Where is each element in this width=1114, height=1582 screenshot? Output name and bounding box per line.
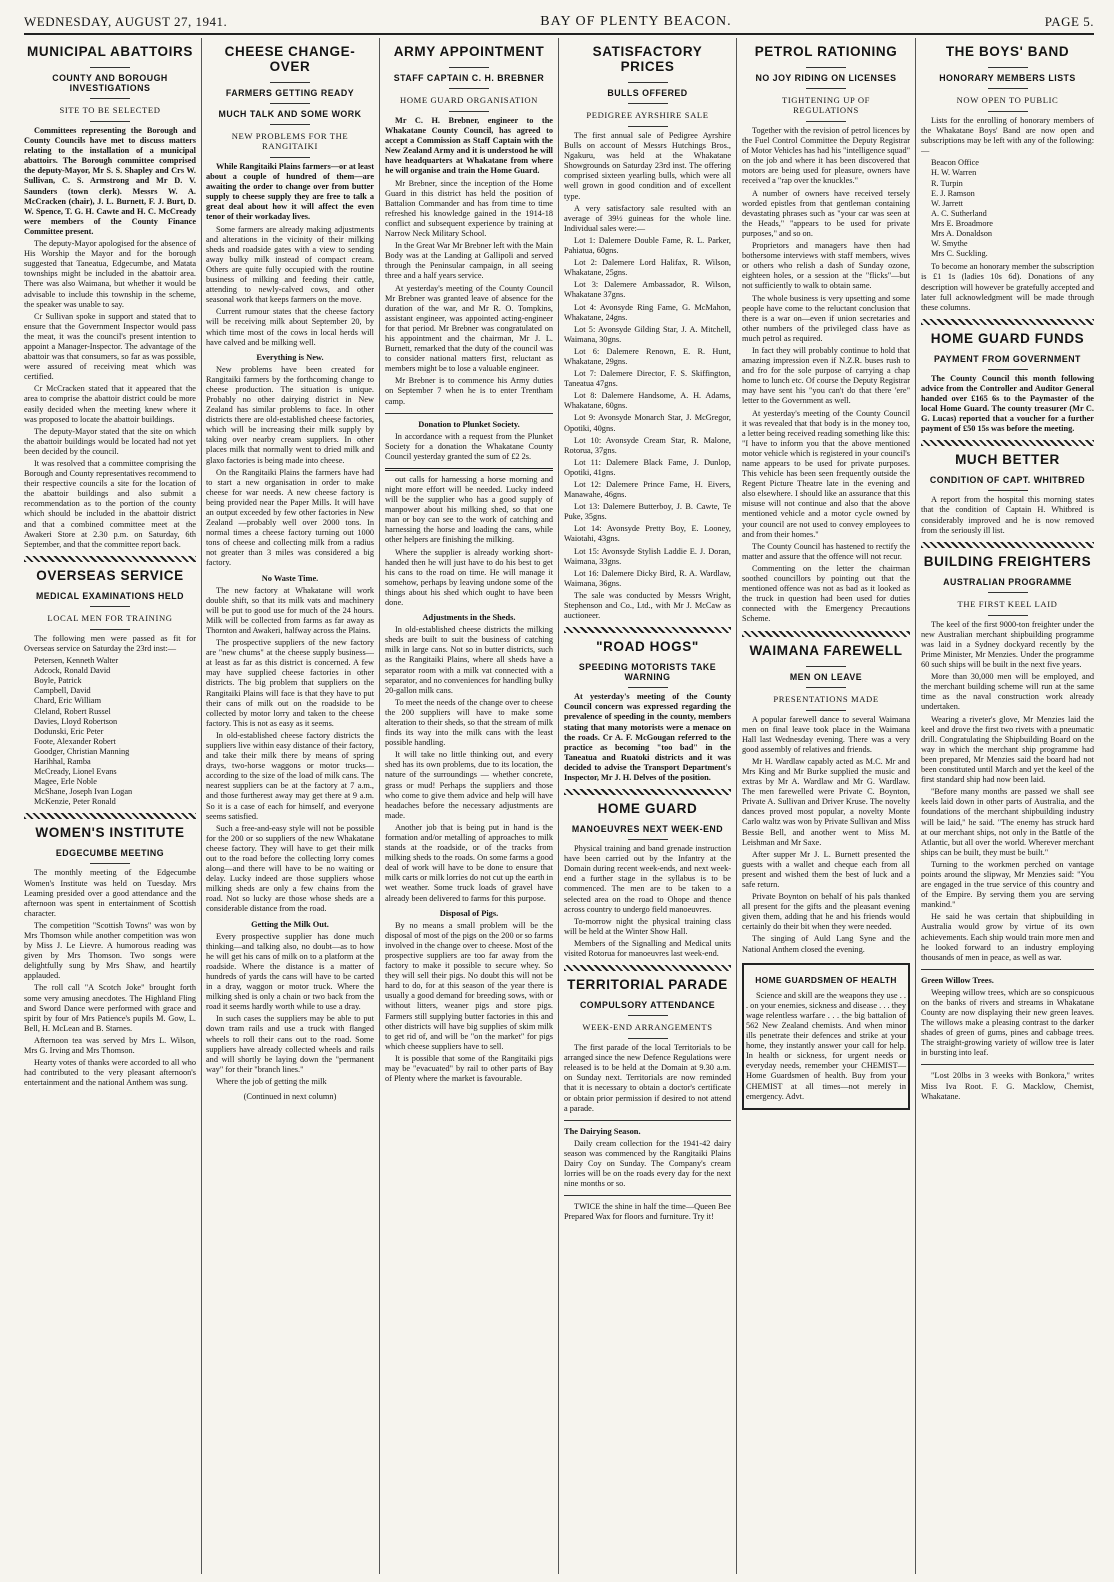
- paragraph: Wearing a riveter's glove, Mr Menzies laid the keel and drove the first two rivets with a pneumatic drill. Congratulating the Shipbuilding Board on the way in which the merchant ship programme had been prepared, Mr Menzies said the board had not been constituted until March and yet the keel of the first standard ship had now been laid.: [921, 714, 1094, 785]
- section-divider: [742, 631, 910, 637]
- headline: THE BOYS' BAND: [945, 44, 1070, 59]
- continued-note: (Continued in next column): [243, 1091, 337, 1101]
- paragraph: More than 30,000 men will be employed, and the merchant building scheme will run at the same time as the naval construction work already undertaken.: [921, 672, 1094, 712]
- subheadline: CONDITION OF CAPT. WHITBRED: [929, 475, 1086, 486]
- paragraph: In old-established cheese districts the milking sheds are built to suit the business of catching milk in large cans. Not so in butter districts, such as the Rangitaiki Plains, where all sheds have a separator room with a milk vat connected with a separator, and no conveniences for handling bulky 20-gallon milk cans.: [385, 625, 553, 695]
- list-item: McShane, Joseph Ivan Logan: [34, 787, 133, 797]
- paragraph: Some farmers are already making adjustments and alterations in the vicinity of their milking sheds and roadside gates with a view to sending away bulky milk instead of compact cream. Others are quite fully occupied with the routine business of milking and feeding their cattle, attending to newly-calved cows, and other seasonal work that keeps farmers on the move.: [206, 224, 374, 305]
- paragraph: The whole business is very upsetting and some people have come to the reluctant conclusion that there is a war on—even if union secretaries and other numbers of the privileged class have as much petrol as required.: [742, 293, 910, 343]
- list-item: Mrs A. Donaldson: [931, 229, 993, 239]
- subheadline: TIGHTENING UP OF REGULATIONS: [781, 95, 871, 115]
- article-home-guard: [564, 801, 731, 959]
- article-territorial-parade: [564, 977, 731, 1189]
- headline: MUNICIPAL ABATTOIRS: [27, 44, 193, 59]
- paragraph: The prospective suppliers of the new factory are "new chums" at the cheese supply business—at least as far as this district is concerned. A few may have supplied cheese factories in other districts. The big problem that suppliers on the Rangitaiki Plains will face is that they have to put their cans of milk out on the roadside to be collected by motor lorry and taken to the cheese factory. This is not as easy as it seems.: [206, 638, 374, 728]
- headline: WOMEN'S INSTITUTE: [35, 825, 185, 841]
- list-item: Lot 4: Avonsyde Ring Fame, G. McMahon, Whakatane, 24gns.: [564, 302, 731, 322]
- divider: [988, 490, 1028, 491]
- paragraph: The keel of the first 9000-ton freighter under the new Australian merchant shipbuilding programme was laid in a Sydney dockyard recently by the Prime Minister, Mr Menzies. Under the programme 60 such ships will be built in the next five years.: [921, 619, 1094, 670]
- list-item: Cleland, Robert Russel: [34, 706, 111, 716]
- list-item: Boyle, Patrick: [34, 676, 82, 686]
- side-heading: Green Willow Trees.: [921, 975, 994, 985]
- subheadline: PRESENTATIONS MADE: [773, 693, 879, 704]
- paragraph: Every prospective supplier has done much thinking—and talking also, no doubt—as to how he will get his cans of milk on to a platform at the roadside. Where the distance is a matter of hundreds of yards the cans will have to be carted in a dray, waggon or motor truck. Where the milking shed is only a chain or two back from the road it seems hardly worth while to use a dray.: [206, 931, 374, 1012]
- list-item: Mrs E. Broadmore: [931, 218, 993, 228]
- list-item: Mrs C. Suckling.: [931, 249, 988, 259]
- divider: [806, 121, 846, 122]
- paragraph: It is possible that some of the Rangitaiki pigs may be "evacuated" by rail to other parts of Bay of Plenty where the market is favourable.: [385, 1053, 553, 1084]
- list-item: R. Turpin: [931, 178, 963, 188]
- section-divider: [564, 627, 731, 633]
- divider: [449, 88, 489, 89]
- divider: [449, 111, 489, 112]
- article-municipal-abattoirs: [24, 44, 196, 550]
- divider: [988, 592, 1028, 593]
- divider: [270, 124, 310, 125]
- list-item: Dodunski, Eric Peter: [34, 726, 104, 736]
- divider: [806, 666, 846, 667]
- list-item: H. W. Warren: [931, 168, 977, 178]
- paragraph: The first parade of the local Territorials to be arranged since the new Defence Regulations were released is to be held at the Domain at 9.30 a.m. on Sunday next. Territorials are now reminded that it is necessary to obtain a doctor's certificate or obtain prior permission if desired to not attend a parade.: [564, 1043, 731, 1113]
- divider: [806, 710, 846, 711]
- list-item: Lot 1: Dalemere Double Fame, R. L. Parker, Pahiatua, 60gns.: [564, 235, 731, 256]
- paragraph: The following men were passed as fit for Overseas service on Saturday the 23rd inst:—: [24, 633, 196, 653]
- paragraph: Mr Brebner, since the inception of the Home Guard in this district has held the position of Battalion Commander and has from time to time refreshed his knowledge gained in the 1914-18 conflict and subsequent experience by training at Narrow Neck Military School.: [385, 178, 553, 239]
- subheadline: MEDICAL EXAMINATIONS HELD: [35, 590, 185, 601]
- subheadline: NOW OPEN TO PUBLIC: [956, 95, 1059, 105]
- article-womens-institute: [24, 825, 196, 1088]
- list-item: Magee, Erle Noble: [34, 777, 97, 787]
- paragraph: Another job that is being put in hand is the formation and/or metalling of approaches to milk stands at the roadside, or of the tracks from milking sheds to the roads. On some farms a good deal of work will have to be done to ensure that milk carts or milk lorries do not cut up the earth in wet weather. Some truck loads of gravel have already been delivered to farms for this purpose.: [385, 822, 553, 903]
- list-item: Chard, Eric William: [34, 696, 102, 706]
- paragraph: The sale was conducted by Messrs Wright, Stephenson and Co., Ltd., with Mr J. McCaw as auctioneer.: [564, 590, 731, 621]
- subheadline: PEDIGREE AYRSHIRE SALE: [586, 110, 709, 120]
- paragraph: At yesterday's meeting of the County Council it was revealed that that body is in the money too, a letter being received reading something like this: "I have to inform you that the above mentioned motor vehicle which is registered in your council's name appears to be used for private purposes. This vehicle has been seen frequently outside the Regent Picture Theatre late in the evening and also elsewhere. I should like an assurance that this misuse will not continue and also that the above mentioned vehicle and a motor cycle owned by your council are not used to convey employees to and from their homes.": [742, 408, 910, 539]
- paragraph: Such a free-and-easy style will not be possible for the 200 or so suppliers of the new Whakatane cheese factory. They will have to get their milk out to the road before the collecting lorry comes along—and there will have to be no waiting or delay. Lucky indeed are those suppliers whose milking sheds are only a few chains from the road. Not so lucky are those whose sheds are a considerable distance from the road.: [206, 823, 374, 914]
- article-cheese-continued: [385, 475, 553, 1084]
- lead-paragraph: While Rangitaiki Plains farmers—or at least about a couple of hundred of them—are awaiting the order to change over from butter supply to cheese supply they are free to talk a great deal about how it will affect the even tenor of their workaday lives.: [206, 162, 374, 222]
- section-divider: [921, 319, 1094, 325]
- list-item: Davies, Lloyd Robertson: [34, 716, 118, 726]
- paragraph: It will take no little thinking out, and every shed has its own problems, due to its location, the nature of the surroundings — whether concrete, grass or mud! Perhaps the suppliers and those who come to give them advice and help will have headaches before the necessary adjustments are made.: [385, 750, 553, 820]
- column-3: [385, 38, 553, 1574]
- paragraph: Mr Brebner is to commence his Army duties on September 7 when he is to enter Trentham camp.: [385, 376, 553, 406]
- paragraph: The County Council has hastened to rectify the matter and assure that the offence will not recur.: [742, 541, 910, 561]
- section-divider: [564, 789, 731, 795]
- headline: CHEESE CHANGE-OVER: [224, 44, 356, 74]
- paragraph: out calls for harnessing a horse morning and night more effort will be needed. Lucky indeed will be the supplier who has a good supply of manpower about his milking shed, so that one man or boy can see to the work of catching and harnessing the horse and loading the cans, while other helpers are finishing the milking.: [385, 474, 553, 545]
- list-item: Lot 6: Dalemere Renown, E. R. Hunt, Whakatane, 29gns.: [564, 346, 731, 366]
- headline: BUILDING FREIGHTERS: [923, 553, 1092, 569]
- paragraph: Science and skill are the weapons they use . . . on your enemies, sickness and disease . . . they wage relentless warfare . . . the big battalion of 562 New Zealand chemists. And when minor ills penetrate their defences and strike at your home, they instantly answer your call for help. In health or sickness, for urgent needs or everyday needs, remember your CHEMIST—Home Guardsmen of health. Buy from your CHEMIST at all times—not merely in emergency. Advt.: [746, 990, 906, 1101]
- paragraph: At yesterday's meeting of the County Council Mr Brebner was granted leave of absence for the duration of the war, and Mr R. O. Tompkins, assistant engineer, was appointed acting-engineer for that period. Mr Brebner was congratulated on his appointment and the chairman, Mr J. L. Burnett, remarked that the duty of the council was to consider national matters first, reluctant as members might be to lose a valuable engineer.: [385, 283, 553, 374]
- headline: "ROAD HOGS": [596, 639, 699, 655]
- headline: PETROL RATIONING: [754, 44, 898, 59]
- list-item: Lot 9: Avonsyde Monarch Star, J. McGregor, Opotiki, 40gns.: [564, 413, 731, 433]
- column-rule: [558, 38, 559, 1574]
- column-5: [742, 38, 910, 1574]
- divider: [90, 67, 130, 68]
- article-army-appointment: [385, 44, 553, 407]
- column-4: [564, 38, 731, 1574]
- subheadline: HONORARY MEMBERS LISTS: [939, 73, 1076, 83]
- masthead-date: WEDNESDAY, AUGUST 27, 1941.: [24, 14, 228, 29]
- lead-paragraph: The County Council this month following advice from the Controller and Auditor General handed over £165 6s to the Paymaster of the local Home Guard. The county treasurer (Mr C. G. Lucas) reported that a voucher for a further payment of £50 15s was before the meeting.: [921, 373, 1094, 434]
- side-heading: Donation to Plunket Society.: [418, 419, 520, 429]
- divider: [628, 103, 668, 104]
- headline: OVERSEAS SERVICE: [36, 567, 184, 583]
- subheadline: NO JOY RIDING ON LICENSES: [755, 73, 897, 83]
- divider: [564, 1120, 731, 1121]
- subheadline: MANOEUVRES NEXT WEEK-END: [571, 824, 724, 835]
- list-item: A. C. Sutherland: [931, 208, 987, 218]
- name-list: [921, 158, 1094, 259]
- article-overseas-service: [24, 568, 196, 808]
- column-2: [206, 38, 374, 1574]
- list-item: Harihhal, Ramba: [34, 756, 91, 766]
- side-heading: Everything is New.: [256, 352, 324, 362]
- divider: [988, 369, 1028, 370]
- paragraph: The singing of Auld Lang Syne and the National Anthem closed the evening.: [742, 934, 910, 954]
- subheadline: HOME GUARD ORGANISATION: [400, 95, 538, 105]
- subheadline: THE FIRST KEEL LAID: [957, 598, 1058, 609]
- paragraph: Members of the Signalling and Medical units visited Rotorua for manoeuvres last week-end.: [564, 938, 731, 958]
- paragraph: To become an honorary member the subscription is £1 1s (ladies 10s 6d). Donations of any description will however be gratefully accepted and later full acknowledgment will be made through these columns.: [921, 262, 1094, 312]
- list-item: Adcock, Ronald David: [34, 666, 111, 676]
- list-item: E. J. Ramson: [931, 188, 975, 198]
- advertisement: "Lost 20lbs in 3 weeks with Bonkora," writes Miss Iva Root. F. G. Macklow, Chemist, Whakatane.: [921, 1071, 1094, 1101]
- name-list: [24, 656, 196, 807]
- divider: [628, 82, 668, 83]
- paragraph: The deputy-Mayor stated that the site on which the abattoir buildings would be located had not yet been decided by the council.: [24, 426, 196, 456]
- article-road-hogs: [564, 639, 731, 783]
- paragraph: "Before many months are passed we shall see keels laid down in other parts of Australia, and the foundations of the merchant shipbuilding industry will be laid," he said. "The enemy has struck hard at our merchant ships, not only in the Battle of the Atlantic, but all over the world. Wherever merchant ships can be built, they must be built.": [921, 787, 1094, 857]
- article-plunket-donation: [385, 420, 553, 462]
- section-divider: [921, 440, 1094, 446]
- paragraph: After supper Mr J. L. Burnett presented the guests with a wallet and cheque each from all present and wished them the best of luck and a safe return.: [742, 849, 910, 889]
- list-item: Lot 16: Dalemere Dicky Bird, R. A. Wardlaw, Waimana, 36gns.: [564, 568, 731, 588]
- article-boys-band: [921, 44, 1094, 313]
- subheadline: BULLS OFFERED: [607, 88, 688, 98]
- paragraph: He said he was certain that shipbuilding in Australia would grow by virtue of its own achievements. Each ship would train more men and he looked forward to an industry employing thousands of men in peace, as well as war.: [921, 912, 1094, 962]
- headline: TERRITORIAL PARADE: [567, 977, 728, 993]
- lead-paragraph: Committees representing the Borough and County Councils have met to discuss matters relating to the installation of a municipal abattoirs. The Borough committee comprised the deputy-Mayor, Mr S. S. Shapley and Crs W. Sullivan, C. S. Armstrong and Mr D. V. Saunders (town clerk). Messrs W. A. McCracken (chair), J. L. Burnett, F. J. Burt, D. W. Spence, T. G. H. Cawte and H. C. McCready were members of the County Finance Committee present.: [24, 126, 196, 236]
- subheadline: STAFF CAPTAIN C. H. BREBNER: [393, 73, 545, 83]
- paragraph: It was resolved that a committee comprising the Borough and County representatives recommend to their respective councils a site for the location of the abattoir buildings and also submit a recommendation as to the portion of the county which should be included in the abattoir district and that a combined committee meet at the Awakeri Store at 2.30 p.m. on Saturday, 6th September, and that the committee report back.: [24, 459, 196, 549]
- paragraph: A very satisfactory sale resulted with an average of 39½ guineas for the whole line. Individual sales were:—: [564, 203, 731, 233]
- newspaper-page: [24, 38, 1094, 1574]
- paragraph: The monthly meeting of the Edgecumbe Women's Institute was held on Tuesday. Mrs Leaming presided over a good attendance and the afternoon was spent in entertainment of Scottish character.: [24, 868, 196, 918]
- list-item: Lot 7: Dalemere Director, F. S. Skiffington, Taneatua 47gns.: [564, 369, 731, 389]
- article-much-better: [921, 452, 1094, 535]
- list-item: Beacon Office: [931, 158, 979, 168]
- divider: [628, 687, 668, 688]
- divider: [385, 468, 553, 471]
- paragraph: Where the supplier is already working short-handed then he will just have to do his best to get his cans to the road on time. He will manage it somehow, perhaps by leaving undone some of the things about his shed which ought to have been done.: [385, 547, 553, 608]
- list-item: Campbell, David: [34, 686, 91, 696]
- divider: [628, 1038, 668, 1039]
- side-heading: The Dairying Season.: [564, 1126, 641, 1136]
- paragraph: Cr McCracken stated that it appeared that the area to comprise the abattoir district could be more easily decided when the meeting knew where it was proposed to locate the abattoir buildings.: [24, 384, 196, 424]
- paragraph: A popular farewell dance to several Waimana men on final leave took place in the Waimana Hall last Wednesday evening. There was a very good assembly of relatives and friends.: [742, 714, 910, 754]
- paragraph: In fact they will probably continue to hold that amazing impression even if N.Z.R. buses rush to and fro for the sole purpose of carrying a chap home to lunch etc. Of course the Deputy Registrar may have sent his "you can't do that there 'ere" letter to the Government as well.: [742, 345, 910, 406]
- article-building-freighters: [921, 554, 1094, 1102]
- paragraph: To meet the needs of the change over to cheese the 200 suppliers will have to make some alteration to their sheds, so that the stream of milk finds its way into the milk cans with the least possible handling.: [385, 697, 553, 748]
- headline: SATISFACTORY PRICES: [592, 44, 703, 74]
- masthead-page: PAGE 5.: [1044, 14, 1094, 29]
- headline: WAIMANA FAREWELL: [749, 642, 903, 658]
- subheadline: NEW PROBLEMS FOR THE RANGITAIKI: [231, 131, 349, 151]
- paragraph: Cr Sullivan spoke in support and stated that to ensure that the Government Inspector would pass the meat, it was the council's present intention to appoint a Manager-Inspector. The advantage of the abattoir was that consumers, so far as was possible, were assured of receiving meat which was certified.: [24, 311, 196, 382]
- column-rule: [201, 38, 202, 1574]
- subheadline: SITE TO BE SELECTED: [59, 105, 161, 115]
- paragraph: Commenting on the letter the chairman soothed councillors by pointing out that the mentioned offence was not as bad as it looked as the truck in question had been used for duties connected with the Emergency Precautions Scheme.: [742, 563, 910, 624]
- side-heading: Adjustments in the Sheds.: [422, 613, 516, 623]
- column-1: [24, 38, 196, 1574]
- subheadline: MEN ON LEAVE: [789, 671, 863, 682]
- headline: ARMY APPOINTMENT: [393, 44, 545, 59]
- divider: [270, 103, 310, 104]
- paragraph: A report from the hospital this morning states that the condition of Captain H. Whitbred is considerably improved and he is now removed from the seriously ill list.: [921, 495, 1094, 535]
- side-heading: Disposal of Pigs.: [439, 908, 499, 918]
- masthead: [24, 6, 1094, 35]
- article-cheese-change-over: [206, 44, 374, 1101]
- divider: [90, 98, 130, 99]
- paragraph: On the Rangitaiki Plains the farmers have had to start a new organisation in order to make cheese for war needs. A new cheese factory is being provided near the Paper Mills. It will have an output exceeded by few other factories in New Zealand —probably well over 2000 tons. In normal times a cheese factory turning out 1000 tons of cheese and collecting milk from a radius not greater than 3 miles was considered a big factory.: [206, 467, 374, 568]
- divider: [806, 687, 846, 688]
- column-rule: [736, 38, 737, 1574]
- section-divider: [921, 542, 1094, 548]
- headline: HOME GUARD FUNDS: [930, 330, 1085, 346]
- divider: [90, 863, 130, 864]
- headline: HOME GUARD: [597, 801, 698, 817]
- column-6: [921, 38, 1094, 1574]
- list-item: Goodger, Christian Manning: [34, 746, 130, 756]
- subheadline: COUNTY AND BOROUGH INVESTIGATIONS: [52, 73, 168, 93]
- divider: [628, 839, 668, 840]
- paragraph: By no means a small problem will be the disposal of most of the pigs on the 200 or so farms involved in the change over to cheese. Most of the prospective suppliers are too far away from the factory to make it possible to secure whey. So they will sell their pigs. No doubt this will not be hard to do, for at this season of the year there is usually a good demand for breeding sows, with or without litters, weaner pigs and store pigs. Farmers still supplying butter factories in this and other districts will have big supplies of skim milk to get rid of, and will be "on the market" for pigs which cheese suppliers have to sell.: [385, 920, 553, 1051]
- section-divider: [24, 813, 196, 819]
- paragraph: A number of owners have received tersely worded epistles from that gentleman containing devastating phrases such as "your car was seen at the Heads," "appears to be used for private purposes," and so on.: [742, 188, 910, 238]
- paragraph: New problems have been created for Rangitaiki farmers by the forthcoming change to cheese production. The situation is unique. Probably no other dairying district in New Zealand has similar problems to face. In other districts there are old-established cheese factories, which will be increasing their milk supply by taking over nearby cream suppliers. In other places milk that normally went to dried milk and glaxo factories is being made into cheese.: [206, 364, 374, 465]
- paragraph: Weeping willow trees, which are so conspicuous on the banks of rivers and streams in Whakatane County are now displaying their new green leaves. The willows make a pleasing contrast to the darker shades of green of gums, pines and cabbage trees. The straight-growing variety of willow tree is later in bursting into leaf.: [921, 987, 1094, 1058]
- masthead-paper: BAY OF PLENTY BEACON.: [540, 14, 732, 29]
- article-waimana-farewell: [742, 643, 910, 955]
- advertisement: TWICE the shine in half the time—Queen Bee Prepared Wax for floors and furniture. Try it!: [564, 1202, 731, 1222]
- divider: [270, 157, 310, 158]
- subheadline: SPEEDING MOTORISTS TAKE WARNING: [578, 662, 717, 683]
- divider: [628, 126, 668, 127]
- column-rule: [379, 38, 380, 1574]
- article-home-guard-funds: [921, 331, 1094, 435]
- lead-paragraph: Mr C. H. Brebner, engineer to the Whakatane County Council, has agreed to accept a Commission as Staff Captain with the New Zealand Army and it is understood he will have headquarters at Whakatane from where he will organise and train the Home Guard.: [385, 116, 553, 176]
- paragraph: In old-established cheese factory districts the suppliers live within easy distance of their factory, and take their milk there by means of spring drays, two-horse waggons or motor trucks—according to the size of the load of milk cans. The nearest suppliers can be at the factory at 7 a.m., and those furtherest away may get there at 9 a.m. So it is a case of each for himself, and everyone seems satisfied.: [206, 730, 374, 821]
- list-item: W. Jarrett: [931, 198, 963, 208]
- paragraph: Where the job of getting the milk: [216, 1076, 327, 1086]
- subheadline: AUSTRALIAN PROGRAMME: [943, 576, 1072, 587]
- advertisement: [742, 963, 910, 1110]
- paragraph: In accordance with a request from the Plunket Society for a donation the Whakatane County Council yesterday granted the sum of £2 2s.: [385, 431, 553, 461]
- subheadline: COMPULSORY ATTENDANCE: [579, 1000, 716, 1011]
- list-item: Lot 2: Dalemere Lord Halifax, R. Wilson, Whakatane, 25gns.: [564, 258, 731, 278]
- divider: [270, 82, 310, 83]
- divider: [90, 606, 130, 607]
- article-petrol-rationing: [742, 44, 910, 625]
- list-item: McCready, Lionel Evans: [34, 767, 117, 777]
- divider: [449, 67, 489, 68]
- paragraph: Turning to the workmen perched on vantage points around the slipway, Mr Menzies said: "You are engaged in the true service of this country and of the Empire. By serving them you are serving mankind.": [921, 859, 1094, 910]
- paragraph: Daily cream collection for the 1941-42 dairy season was commenced by the Rangitaiki Plains Dairy Coy on Sunday. The Company's cream lorries will be on the roads every day for the next nine months or so.: [564, 1138, 731, 1189]
- paragraph: In such cases the suppliers may be able to put down tram rails and use a truck with flanged wheels to roll their cans out to the road. Some suppliers have already collected wheels and rails and will shortly be laying down the "permanent way" for their "branch lines.": [206, 1014, 374, 1074]
- subheadline: FARMERS GETTING READY: [225, 88, 355, 98]
- paragraph: In the Great War Mr Brebner left with the Main Body was at the Landing at Gallipoli and served through the Peninsular campaign, in all seeing three and a half years service.: [385, 241, 553, 281]
- divider: [988, 615, 1028, 616]
- paragraph: Current rumour states that the cheese factory will be receiving milk about September 20, by which time most of the cows in local herds will have calved and be milking well.: [206, 307, 374, 347]
- headline: MUCH BETTER: [955, 452, 1060, 468]
- divider: [988, 111, 1028, 112]
- list-item: Lot 5: Avonsyde Gilding Star, J. A. Mitchell, Waimana, 30gns.: [564, 324, 731, 344]
- section-divider: [564, 965, 731, 971]
- paragraph: Hearty votes of thanks were accorded to all who had contributed to the very pleasant afternoon's entertainment and the national Anthem was sung.: [24, 1058, 196, 1088]
- divider: [628, 1015, 668, 1016]
- list-item: W. Smythe: [931, 239, 968, 249]
- article-satisfactory-prices: [564, 44, 731, 621]
- list-item: Lot 11: Dalemere Black Fame, J. Dunlop, Opotiki, 41gns.: [564, 457, 731, 477]
- subheadline: PAYMENT FROM GOVERNMENT: [934, 353, 1081, 364]
- paragraph: The competition "Scottish Towns" was won by Mrs Thomson while another competition was won by Miss J. Le Lievre. A humorous reading was given by Mrs Thomson. Two songs were delightfully sung by Mrs Shaw, and heartily applauded.: [24, 920, 196, 981]
- divider: [564, 1195, 731, 1196]
- divider: [921, 1064, 1094, 1065]
- divider: [90, 629, 130, 630]
- side-heading: No Waste Time.: [261, 573, 319, 583]
- divider: [385, 413, 553, 414]
- paragraph: The deputy-Mayor apologised for the absence of His Worship the Mayor and for the borough suggested that Taneatua, Edgecumbe, and Matata townships might be included in the abattoir area. There was also Waimana, but whether it would be advisable to include this township in the scheme, the speaker was unable to say.: [24, 239, 196, 309]
- divider: [806, 88, 846, 89]
- divider: [988, 67, 1028, 68]
- side-heading: Getting the Milk Out.: [251, 919, 329, 929]
- list-item: Lot 3: Dalemere Ambassador, R. Wilson, Whakatane 37gns.: [564, 280, 731, 300]
- paragraph: Proprietors and managers have then had bothersome interviews with staff members, wives or others who relish a dash of Sunday ozone, eighteen holes, or a session at the "flicks"—but not sufficiently to walk to obtain same.: [742, 241, 910, 291]
- divider: [921, 969, 1094, 970]
- paragraph: The roll call "A Scotch Joke" brought forth some very amusing anecdotes. The Highland Fling and Sword Dance were performed with grace and spirit by four of Mrs Patience's pupils M. Gow, L. Bell, H. McLean and B. Starnes.: [24, 983, 196, 1033]
- list-item: Lot 13: Dalemere Butterboy, J. B. Cawte, Te Puke, 35gns.: [564, 502, 731, 522]
- subheadline: EDGECUMBE MEETING: [55, 848, 165, 859]
- headline: HOME GUARDSMEN OF HEALTH: [755, 974, 897, 985]
- list-item: Petersen, Kenneth Walter: [34, 656, 119, 666]
- divider: [988, 88, 1028, 89]
- column-rule: [915, 38, 916, 1574]
- paragraph: Physical training and band grenade instruction have been carried out by the Infantry at the Domain during recent week-ends, and next week-end a further stage in the syllabus is to be commenced. The men are to be taken to a selected area on the road to Ohope and thence across country to undergo field manoeuvres.: [564, 844, 731, 914]
- paragraph: Together with the revision of petrol licences by the Fuel Control Committee the Deputy Registrar of Motor Vehicles has had his "intelligence squad" on the job and where it has been discovered that motors are being used for pleasure, owners have received a "rap over the knuckles.": [742, 126, 910, 186]
- list-item: McKenzie, Peter Ronald: [34, 797, 116, 807]
- list-item: Lot 14: Avonsyde Pretty Boy, E. Looney, Waiotahi, 43gns.: [564, 524, 731, 544]
- subheadline: LOCAL MEN FOR TRAINING: [47, 612, 173, 623]
- paragraph: The first annual sale of Pedigree Ayrshire Bulls on account of Messrs Hutchings Bros., Ngakuru, was held at the Whakatane Showgrounds on Saturday 23rd inst. The offering comprised sixteen yearling bulls, which were all well grown in good condition and of excellent type.: [564, 131, 731, 201]
- paragraph: Lists for the enrolling of honorary members of the Whakatane Boys' Band are now open and subscriptions may be left with any of the following:—: [921, 116, 1094, 156]
- list-item: Lot 10: Avonsyde Cream Star, R. Malone, Rotorua, 37gns.: [564, 435, 731, 455]
- paragraph: Afternoon tea was served by Mrs L. Wilson, Mrs G. Irving and Mrs Thomson.: [24, 1035, 196, 1056]
- list-item: Lot 12: Dalemere Prince Fame, H. Eivers, Manawahe, 46gns.: [564, 480, 731, 500]
- section-divider: [24, 556, 196, 562]
- subheadline: WEEK-END ARRANGEMENTS: [582, 1022, 713, 1033]
- list-item: Lot 15: Avonsyde Stylish Laddie E. J. Doran, Waimana, 33gns.: [564, 546, 731, 566]
- paragraph: The new factory at Whakatane will work double shift, so that its milk vats and machinery will be put to good use for much of the 24 hours. Milk will be collected from farms as far away as Thornton and Awakeri, halfway across the Plains.: [206, 585, 374, 635]
- divider: [806, 67, 846, 68]
- list-item: Foote, Alexander Robert: [34, 736, 116, 746]
- paragraph: To-morrow night the physical training class will be held at the Winter Show Hall.: [564, 916, 731, 936]
- list-item: Lot 8: Dalemere Handsome, A. H. Adams, Whakatane, 60gns.: [564, 391, 731, 411]
- lead-paragraph: At yesterday's meeting of the County Council concern was expressed regarding the prevalence of speeding in the county, members stating that many motorists were a menace on the roads. Cr A. F. McGougan referred to the practice as becoming "too bad" in the Taneatua and Ruatoki districts and it was decided to advise the Transport Department's Inspector, Mr J. H. Delves of the position.: [564, 692, 731, 782]
- paragraph: Mr H. Wardlaw capably acted as M.C. Mr and Mrs King and Mr Burke supplied the music and extras by Mr A. Wardlaw and Mr G. Wardlaw. The men farewelled were Private C. Boynton, Private A. Sullivan and Driver Kruse. The novelty dances proved most popular, a novelty Monte Carlo waltz was won by Private Sullivan and Miss Bessie Bell, and another went to Miss M. Leishman and Mr Saxe.: [742, 756, 910, 847]
- paragraph: Private Boynton on behalf of his pals thanked all present for the gifts and the pleasant evening given them, adding that he and his friends would certainly do their bit when they were needed.: [742, 892, 910, 932]
- subheadline: MUCH TALK AND SOME WORK: [218, 109, 362, 119]
- divider: [90, 121, 130, 122]
